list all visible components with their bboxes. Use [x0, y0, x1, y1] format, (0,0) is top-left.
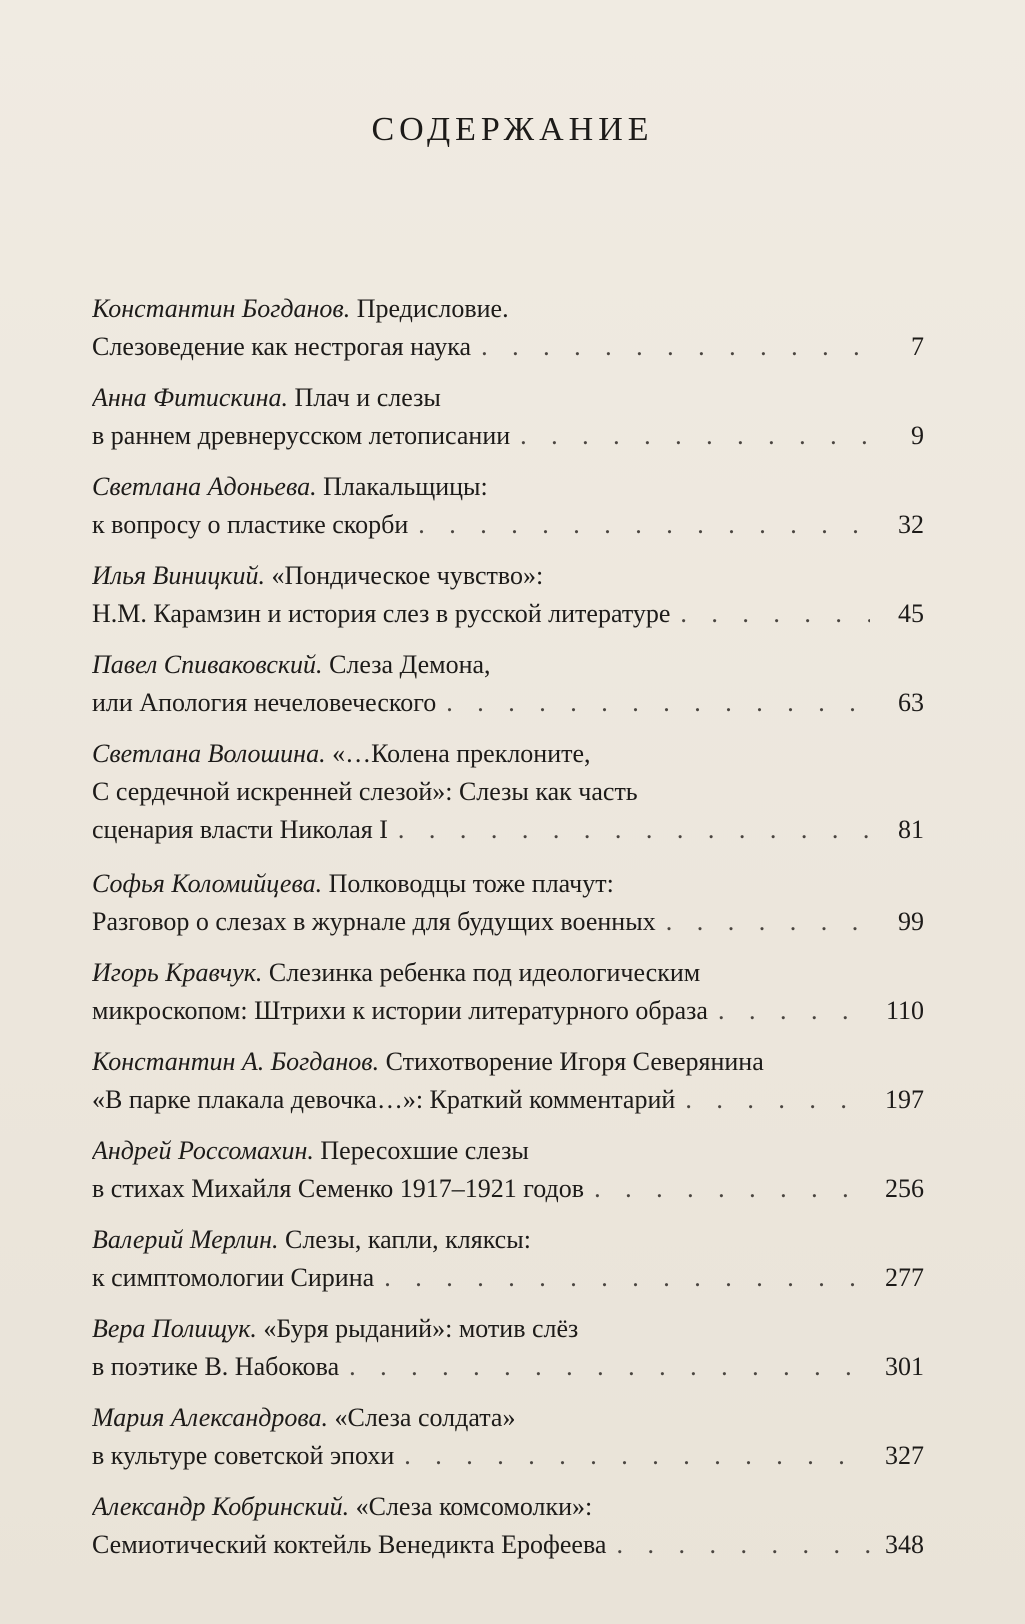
page-number: 45 — [898, 599, 924, 628]
entry-author: Константин Богданов. — [92, 294, 351, 323]
toc-entry — [92, 1132, 924, 1221]
page-number: 301 — [885, 1352, 924, 1381]
entry-author: Валерий Мерлин. — [92, 1225, 279, 1254]
dot-leader — [616, 1526, 870, 1564]
toc-entry — [92, 954, 924, 1043]
dot-leader — [718, 992, 870, 1030]
dot-leader — [666, 903, 870, 941]
entry-title: Плакальщицы: — [323, 472, 488, 501]
entry-title: Полководцы тоже плачут: — [328, 869, 614, 898]
entry-author: Андрей Россомахин. — [92, 1136, 314, 1165]
page-number: 256 — [885, 1174, 924, 1203]
dot-leader — [404, 1437, 870, 1475]
dot-leader — [446, 684, 870, 722]
dot-leader — [481, 328, 870, 366]
entry-title: «Буря рыданий»: мотив слёз — [263, 1314, 579, 1343]
entry-author: Светлана Адоньева. — [92, 472, 317, 501]
entry-title: «Слеза комсомолки»: — [355, 1492, 593, 1521]
toc-entry — [92, 468, 924, 557]
entry-title-cont: в культуре советской эпохи — [92, 1441, 395, 1470]
toc-entry — [92, 1399, 924, 1488]
entry-author: Павел Спиваковский. — [92, 650, 323, 679]
entry-title-cont: Семиотический коктейль Венедикта Ерофеева — [92, 1530, 607, 1559]
dot-leader — [520, 417, 870, 455]
entry-author: Анна Фитискина. — [92, 383, 288, 412]
page-title: СОДЕРЖАНИЕ — [371, 110, 654, 148]
entry-title: «Слеза солдата» — [334, 1403, 516, 1432]
table-of-contents — [92, 290, 924, 1577]
entry-title-cont: к вопросу о пластике скорби — [92, 510, 409, 539]
toc-entry — [92, 1221, 924, 1310]
toc-entry — [92, 290, 924, 379]
page-number: 110 — [885, 996, 924, 1025]
entry-title: Слеза Демона, — [329, 650, 491, 679]
page-number: 348 — [885, 1530, 924, 1559]
dot-leader — [418, 506, 870, 544]
entry-author: Илья Виницкий. — [92, 561, 265, 590]
page-number: 277 — [885, 1263, 924, 1292]
entry-author: Софья Коломийцева. — [92, 869, 323, 898]
page-number: 327 — [885, 1441, 924, 1470]
entry-title-cont: в раннем древнерусском летописании — [92, 421, 511, 450]
entry-title-cont: Слезоведение как нестрогая наука — [92, 332, 472, 361]
page-number: 99 — [898, 907, 924, 936]
entry-author: Константин А. Богданов. — [92, 1047, 380, 1076]
toc-entry — [92, 1310, 924, 1399]
toc-entry — [92, 1043, 924, 1132]
dot-leader — [594, 1170, 870, 1208]
page-number: 81 — [898, 815, 924, 844]
page-number: 9 — [911, 421, 924, 450]
entry-title: Пересохшие слезы — [320, 1136, 529, 1165]
entry-title-cont: микроскопом: Штрихи к истории литературного образа — [92, 996, 708, 1025]
entry-title-cont: «В парке плакала девочка…»: Краткий комментарий — [92, 1085, 676, 1114]
entry-author: Александр Кобринский. — [92, 1492, 350, 1521]
toc-entry — [92, 1488, 924, 1577]
entry-title-cont: в стихах Михайля Семенко 1917–1921 годов — [92, 1174, 585, 1203]
entry-title-cont: С сердечной искренней слезой»: Слезы как часть — [92, 777, 638, 806]
entry-title-cont: Разговор о слезах в журнале для будущих военных — [92, 907, 656, 936]
entry-title-cont: в поэтике В. Набокова — [92, 1352, 340, 1381]
entry-title-cont: сценария власти Николая I — [92, 815, 388, 844]
entry-title: Плач и слезы — [294, 383, 441, 412]
dot-leader — [349, 1348, 870, 1386]
entry-author: Светлана Волошина. — [92, 739, 326, 768]
entry-title: Предисловие. — [356, 294, 509, 323]
entry-title-cont: или Апология нечеловеческого — [92, 688, 437, 717]
toc-entry — [92, 379, 924, 468]
entry-author: Вера Полищук. — [92, 1314, 257, 1343]
page-number: 32 — [898, 510, 924, 539]
entry-title: «Пондическое чувство»: — [271, 561, 544, 590]
toc-entry — [92, 865, 924, 954]
toc-entry — [92, 557, 924, 646]
dot-leader — [680, 595, 870, 633]
entry-title-cont: Н.М. Карамзин и история слез в русской литературе — [92, 599, 671, 628]
entry-title: «…Колена преклоните, — [332, 739, 591, 768]
entry-author: Игорь Кравчук. — [92, 958, 263, 987]
page-number: 7 — [911, 332, 924, 361]
toc-entry — [92, 646, 924, 735]
dot-leader — [685, 1081, 870, 1119]
entry-title: Стихотворение Игоря Северянина — [385, 1047, 764, 1076]
toc-entry — [92, 735, 924, 865]
dot-leader — [384, 1259, 870, 1297]
entry-author: Мария Александрова. — [92, 1403, 328, 1432]
page-number: 63 — [898, 688, 924, 717]
entry-title: Слезинка ребенка под идеологическим — [268, 958, 701, 987]
entry-title: Слезы, капли, кляксы: — [284, 1225, 531, 1254]
page-number: 197 — [885, 1085, 924, 1114]
dot-leader — [398, 811, 870, 849]
entry-title-cont: к симптомологии Сирина — [92, 1263, 375, 1292]
